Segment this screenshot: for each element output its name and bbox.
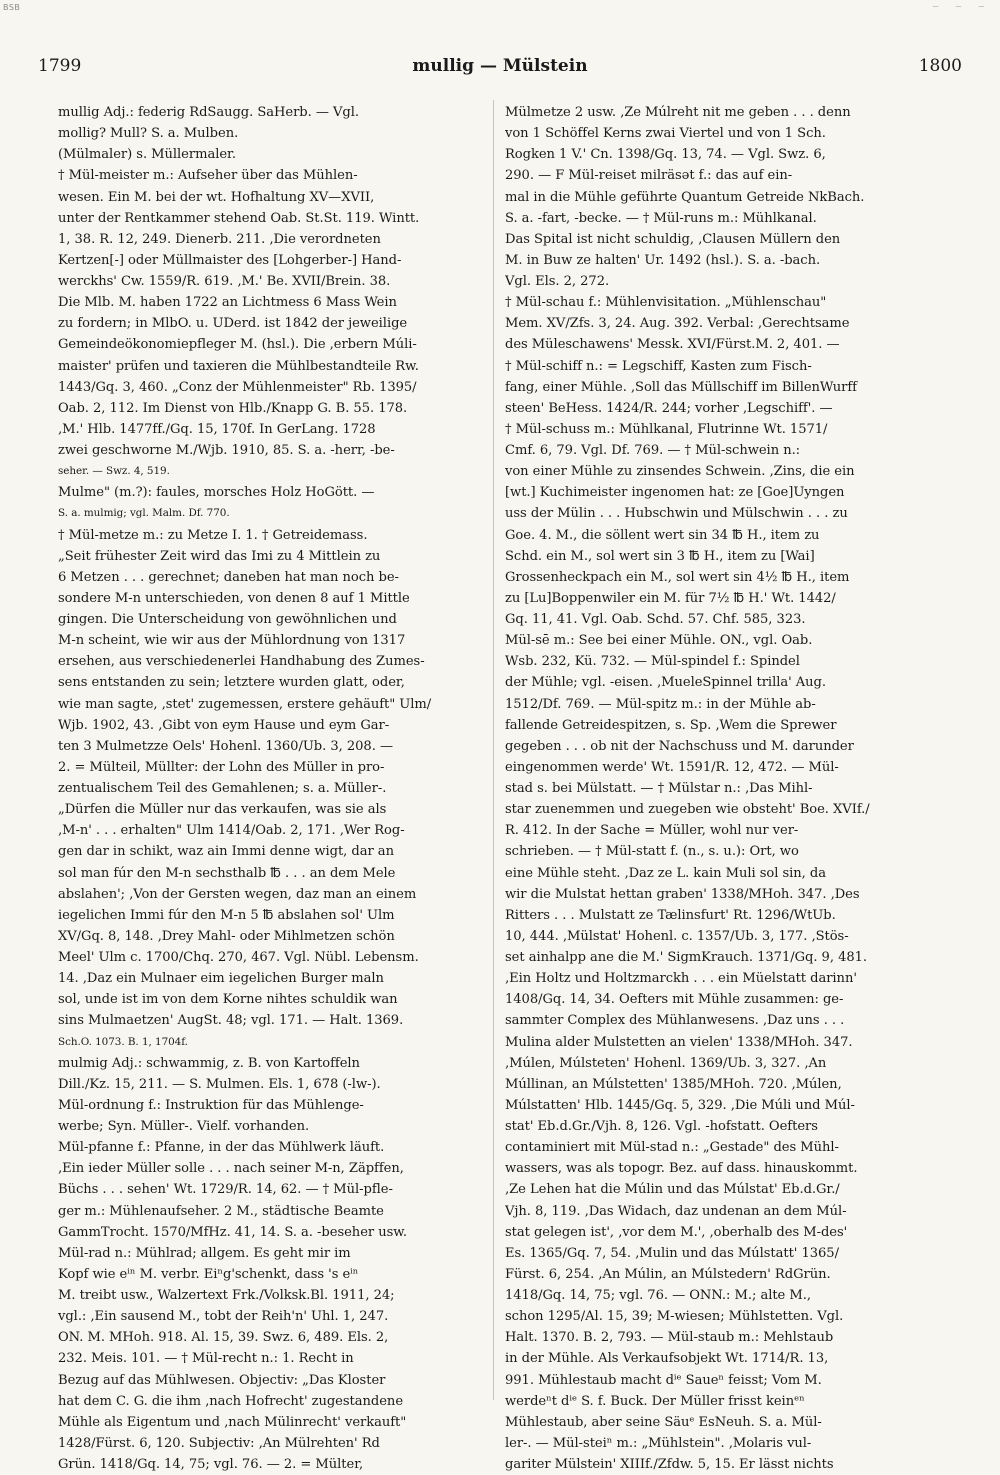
text-line: Grün. 1418/Gq. 14, 75; vgl. 76. — 2. = Mülter, [58, 1457, 364, 1472]
text-line: Meel' Ulm c. 1700/Chq. 270, 467. Vgl. Nübl. Lebensm. [58, 950, 419, 965]
text-line: in der Mühle. Als Verkaufsobjekt Wt. 1714/R. 13, [505, 1351, 829, 1367]
text-line: † Mül-schuss m.: Mühlkanal, Flutrinne Wt. 1571/ [505, 421, 828, 437]
text-line: sens entstanden zu sein; letztere wurden glatt, oder, [58, 675, 405, 691]
text-line: mullig Adj.: federig RdSaugg. SaHerb. — Vgl. [58, 105, 359, 120]
text-line: † Mül-schau f.: Mühlenvisitation. „Mühlenschau" [505, 295, 827, 311]
text-line: schon 1295/Al. 15, 39; M-wiesen; Mühlstetten. Vgl. [505, 1309, 844, 1325]
text-line: Kopf wie eⁱⁿ M. verbr. Eiⁿg'schenkt, dass 's eⁱⁿ [58, 1266, 359, 1282]
text-line: Oab. 2, 112. Im Dienst von Hlb./Knapp G. B. 55. 178. [58, 400, 408, 416]
text-line: zu [Lu]Boppenwiler ein M. für 7½ ℔ H.' Wt. 1442/ [505, 590, 836, 606]
text-line: sol man fúr den M-n sechsthalb ℔ . . . an dem Mele [58, 865, 396, 881]
text-line: 6 Metzen . . . gerechnet; daneben hat man noch be- [58, 569, 399, 585]
text-line: Vgl. Els. 2, 272. [505, 274, 610, 289]
text-line: Halt. 1370. B. 2, 793. — Mül-staub m.: Mehlstaub [505, 1330, 834, 1346]
text-line: steen' BeHess. 1424/R. 244; vorher ‚Legschiff'. — [505, 400, 833, 416]
text-line: 10, 444. ‚Mülstat' Hohenl. c. 1357/Ub. 3, 177. ‚Stös- [505, 928, 849, 944]
text-line: Múllinan, an Múlstetten' 1385/MHoh. 720. ‚Múlen, [505, 1076, 842, 1092]
text-line: ‚M.' Hlb. 1477ff./Gq. 15, 170f. In GerLang. 1728 [58, 421, 376, 437]
text-line: fang, einer Mühle. ‚Soll das Müllschiff im BillenWurff [505, 379, 857, 395]
text-line: gen dar in schikt, waz ain Immi denne wigt, dar an [58, 844, 394, 860]
text-line: ger m.: Mühlenaufseher. 2 M., städtische Beamte [58, 1203, 384, 1219]
text-line: „Seit frühester Zeit wird das Imi zu 4 Mittlein zu [58, 548, 381, 564]
text-line: unter der Rentkammer stehend Oab. St.St. 119. Wintt. [58, 210, 420, 226]
text-line: von 1 Schöffel Kerns zwai Viertel und von 1 Sch. [505, 126, 826, 142]
text-line: (Mülmaler) s. Müllermaler. [58, 147, 236, 163]
page-number-left: 1799 [38, 56, 82, 76]
text-line: Schd. ein M., sol wert sin 3 ℔ H., item zu [Wai] [505, 548, 815, 564]
text-line: ‚Múlen, Múlsteten' Hohenl. 1369/Ub. 3, 327. ‚An [505, 1055, 827, 1071]
text-line: mollig? Mull? S. a. Mulben. [58, 126, 239, 142]
text-line: Mühlestaub, aber seine Säuᵉ EsNeuh. S. a. Mül- [505, 1414, 822, 1430]
column-divider [493, 100, 494, 1400]
text-line: 1428/Fürst. 6, 120. Subjectiv: ‚An Mülrehten' Rd [58, 1435, 380, 1451]
text-line: schrieben. — † Mül-statt f. (n., s. u.): Ort, wo [505, 844, 799, 860]
running-title: mullig — Mülstein [412, 56, 588, 76]
page-number-right: 1800 [918, 56, 962, 76]
text-line: 1408/Gq. 14, 34. Oefters mit Mühle zusammen: ge- [505, 992, 844, 1008]
text-line: Sch.O. 1073. B. 1, 1704f. [58, 1035, 188, 1048]
text-line: M-n scheint, wie wir aus der Mühlordnung von 1317 [58, 633, 406, 649]
text-line: sins Mulmaetzen' AugSt. 48; vgl. 171. — Halt. 1369. [58, 1013, 404, 1029]
text-line: Das Spital ist nicht schuldig, ‚Clausen Müllern den [505, 231, 841, 247]
text-line: eine Mühle steht. ‚Daz ze L. kain Muli sol sin, da [505, 865, 826, 881]
text-line: 1443/Gq. 3, 460. „Conz der Mühlenmeister" Rb. 1395/ [58, 379, 417, 395]
text-line: † Mül-schiff n.: = Legschiff, Kasten zum Fisch- [505, 358, 812, 374]
corner-marks: — — — [932, 2, 990, 12]
text-line: Wsb. 232, Kü. 732. — Mül-spindel f.: Spindel [505, 654, 800, 670]
text-line: der Mühle; vgl. -eisen. ‚MueleSpinnel trilla' Aug. [505, 675, 826, 691]
text-line: Die Mlb. M. haben 1722 an Lichtmess 6 Mass Wein [58, 295, 397, 311]
text-line: Goe. 4. M., die söllent wert sin 34 ℔ H., item zu [505, 527, 820, 543]
text-line: ler-. — Mül-steiⁿ m.: „Mühlstein". ‚Molaris vul- [505, 1435, 812, 1451]
text-line: star zuenemmen und zuegeben wie obsteht' Boe. XVIf./ [505, 802, 870, 818]
text-line: Mül-sē m.: See bei einer Mühle. ON., vgl. Oab. [505, 633, 813, 649]
text-line: mal in die Mühle geführte Quantum Getreide NkBach. [505, 189, 865, 205]
text-line: 232. Meis. 101. — † Mül-recht n.: 1. Recht in [58, 1351, 354, 1367]
text-line: contaminiert mit Mül-stad n.: „Gestade" des Mühl- [505, 1140, 839, 1156]
text-line: Kertzen[-] oder Müllmaister des [Lohgerber-] Hand- [58, 252, 402, 268]
text-line: werckhs' Cw. 1559/R. 619. ‚M.' Be. XVII/Brein. 38. [58, 274, 391, 289]
text-line: zentualischem Teil des Gemahlenen; s. a. Müller-. [58, 781, 387, 796]
text-line: Múlstatten' Hlb. 1445/Gq. 5, 329. ‚Die Múli und Múl- [505, 1097, 855, 1113]
text-line: werbe; Syn. Müller-. Vielf. vorhanden. [58, 1119, 310, 1134]
text-line: stat' Eb.d.Gr./Vjh. 8, 126. Vgl. -hofstatt. Oefters [505, 1119, 818, 1134]
text-line: hat dem C. G. die ihm ‚nach Hofrecht' zugestandene [58, 1393, 404, 1409]
text-line: ‚M-n' . . . erhalten" Ulm 1414/Oab. 2, 171. ‚Wer Rog- [58, 823, 405, 839]
text-line: ‚Ze Lehen hat die Múlin und das Múlstat' Eb.d.Gr./ [505, 1182, 840, 1198]
text-line: Mulina alder Mulstetten an vielen' 1338/MHoh. 347. [505, 1034, 853, 1050]
text-line: wesen. Ein M. bei der wt. Hofhaltung XV—XVII, [58, 189, 375, 205]
text-line: Mül-ordnung f.: Instruktion für das Mühlenge- [58, 1097, 364, 1113]
text-line: 2. = Mülteil, Müllter: der Lohn des Müller in pro- [58, 759, 385, 775]
text-line: Rogken 1 V.' Cn. 1398/Gq. 13, 74. — Vgl. Swz. 6, [505, 147, 826, 163]
text-line: 1512/Df. 769. — Mül-spitz m.: in der Mühle ab- [505, 696, 816, 712]
text-line: M. in Buw ze halten' Ur. 1492 (hsl.). S. a. -bach. [505, 252, 821, 268]
text-line: Mül-pfanne f.: Pfanne, in der das Mühlwerk läuft. [58, 1140, 385, 1156]
text-line: sammter Complex des Mühlanwesens. ‚Daz uns . . . [505, 1013, 845, 1029]
text-line: vgl.: ‚Ein sausend M., tobt der Reih'n' Uhl. 1, 247. [58, 1309, 389, 1325]
text-line: R. 412. In der Sache = Müller, wohl nur ver- [505, 823, 799, 839]
text-line: † Mül-meister m.: Aufseher über das Mühlen- [58, 168, 358, 184]
text-line: gariter Mülstein' XIIIf./Zfdw. 5, 15. Er lässt nichts [505, 1457, 834, 1472]
text-line: Mühle als Eigentum und ‚nach Mülinrecht' verkauft" [58, 1414, 407, 1430]
text-line: abslahen'; ‚Von der Gersten wegen, daz man an einem [58, 886, 417, 902]
text-line: 1418/Gq. 14, 75; vgl. 76. — ONN.: M.; alte M., [505, 1288, 811, 1303]
text-line: Mulme" (m.?): faules, morsches Holz HoGött. — [58, 485, 375, 501]
text-line: Mem. XV/Zfs. 3, 24. Aug. 392. Verbal: ‚Gerechtsame [505, 316, 850, 332]
text-line: wir die Mulstat hettan graben' 1338/MHoh. 347. ‚Des [505, 886, 860, 902]
text-line: XV/Gq. 8, 148. ‚Drey Mahl- oder Mihlmetzen schön [58, 928, 395, 944]
text-line: S. a. -fart, -becke. — † Mül-runs m.: Mühlkanal. [505, 210, 817, 226]
text-line: gegeben . . . ob nit der Nachschuss und M. darunder [505, 738, 854, 754]
text-line: set ainhalpp ane die M.' SigmKrauch. 1371/Gq. 9, 481. [505, 950, 868, 965]
text-line: gingen. Die Unterscheidung von gewöhnlichen und [58, 612, 397, 627]
text-line: wie man sagte, ‚stet' zugemessen, erstere gehäuft" Ulm/ [58, 696, 432, 712]
text-line: seher. — Swz. 4, 519. [58, 465, 170, 478]
text-line: [wt.] Kuchimeister ingenomen hat: ze [Goe]Uyngen [505, 485, 845, 501]
text-line: uss der Mülin . . . Hubschwin und Mülschwin . . . zu [505, 506, 848, 522]
page-header [38, 56, 962, 82]
library-stamp: BSB [3, 3, 21, 12]
text-line: ‚Ein Holtz und Holtzmarckh . . . ein Müelstatt darinn' [505, 971, 857, 987]
text-line: von einer Mühle zu zinsendes Schwein. ‚Zins, die ein [505, 464, 855, 480]
text-line: S. a. mulmig; vgl. Malm. Df. 770. [58, 507, 230, 520]
text-line: 290. — F Mül-reiset milräsət f.: das auf ein- [505, 168, 793, 184]
text-line: „Dürfen die Müller nur das verkaufen, was sie als [58, 802, 387, 818]
text-line: zwei geschworne M./Wjb. 1910, 85. S. a. -herr, -be- [58, 443, 395, 458]
text-line: Büchs . . . sehen' Wt. 1729/R. 14, 62. — † Mül-pfle- [58, 1182, 393, 1198]
text-line: ten 3 Mulmetzze Oels' Hohenl. 1360/Ub. 3, 208. — [58, 738, 393, 754]
text-line: werdeⁿt dⁱᵉ S. f. Buck. Der Müller frisst keinᵉⁿ [505, 1393, 805, 1409]
text-line: stat gelegen ist', ‚vor dem M.', ‚oberhalb des M-des' [505, 1224, 848, 1240]
right-column [505, 102, 940, 1475]
text-line: zu fordern; in MlbO. u. UDerd. ist 1842 der jeweilige [58, 316, 408, 332]
text-line: fallende Getreidespitzen, s. Sp. ‚Wem die Sprewer [505, 717, 837, 733]
text-line: GammTrocht. 1570/MfHz. 41, 14. S. a. -beseher usw. [58, 1224, 407, 1240]
text-line: ON. M. MHoh. 918. Al. 15, 39. Swz. 6, 489. Els. 2, [58, 1330, 389, 1346]
text-line: sondere M-n unterschieden, von denen 8 auf 1 Mittle [58, 590, 410, 606]
text-line: Cmf. 6, 79. Vgl. Df. 769. — † Mül-schwein n.: [505, 443, 801, 458]
text-line: sol, unde ist im von dem Korne nihtes schuldik wan [58, 992, 398, 1008]
text-line: stad s. bei Mülstatt. — † Mülstar n.: ‚Das Mihl- [505, 781, 813, 796]
text-line: ‚Ein ieder Müller solle . . . nach seiner M-n, Zäpffen, [58, 1161, 404, 1177]
text-line: † Mül-metze m.: zu Metze I. 1. † Getreidemass. [58, 527, 368, 543]
text-line: Dill./Kz. 15, 211. — S. Mulmen. Els. 1, 678 (-lw-). [58, 1076, 381, 1092]
text-line: wassers, was als topogr. Bez. auf dass. hinauskommt. [505, 1161, 858, 1177]
text-line: mulmig Adj.: schwammig, z. B. von Kartoffeln [58, 1055, 360, 1071]
text-line: Mülmetze 2 usw. ‚Ze Múlreht nit me geben . . . denn [505, 105, 851, 120]
text-line: Grossenheckpach ein M., sol wert sin 4½ ℔ H., item [505, 569, 850, 585]
text-line: iegelichen Immi fúr den M-n 5 ℔ abslahen sol' Ulm [58, 907, 395, 923]
text-line: Fürst. 6, 254. ‚An Múlin, an Múlstedern' RdGrün. [505, 1266, 831, 1282]
text-line: Mül-rad n.: Mühlrad; allgem. Es geht mir im [58, 1245, 351, 1261]
text-line: eingenommen werde' Wt. 1591/R. 12, 472. — Mül- [505, 759, 839, 775]
text-line: 1, 38. R. 12, 249. Dienerb. 211. ‚Die verordneten [58, 231, 381, 247]
text-line: ersehen, aus verschiedenerlei Handhabung des Zumes- [58, 654, 425, 670]
left-column [58, 102, 493, 1475]
text-line: Gemeindeökonomiepfleger M. (hsl.). Die ‚erbern Múli- [58, 337, 417, 353]
text-line: maister' prüfen und taxieren die Mühlbestandteile Rw. [58, 358, 419, 374]
text-line: M. treibt usw., Walzertext Frk./Volksk.Bl. 1911, 24; [58, 1288, 395, 1303]
text-line: Vjh. 8, 119. ‚Das Widach, daz undenan an dem Múl- [505, 1203, 847, 1219]
text-line: 14. ‚Daz ein Mulnaer eim iegelichen Burger maln [58, 971, 384, 987]
text-line: 991. Mühlestaub macht dⁱᵉ Saueⁿ feisst; Vom M. [505, 1372, 822, 1388]
text-line: Bezug auf das Mühlwesen. Objectiv: „Das Kloster [58, 1372, 386, 1388]
text-line: Gq. 11, 41. Vgl. Oab. Schd. 57. Chf. 585, 323. [505, 612, 806, 627]
text-line: des Müleschawens' Messk. XVI/Fürst.M. 2, 401. — [505, 337, 840, 353]
text-line: Es. 1365/Gq. 7, 54. ‚Mulin und das Múlstatt' 1365/ [505, 1245, 839, 1261]
text-line: Wjb. 1902, 43. ‚Gibt von eym Hause und eym Gar- [58, 717, 390, 733]
text-line: Ritters . . . Mulstatt ze Tælinsfurt' Rt. 1296/WtUb. [505, 907, 836, 923]
